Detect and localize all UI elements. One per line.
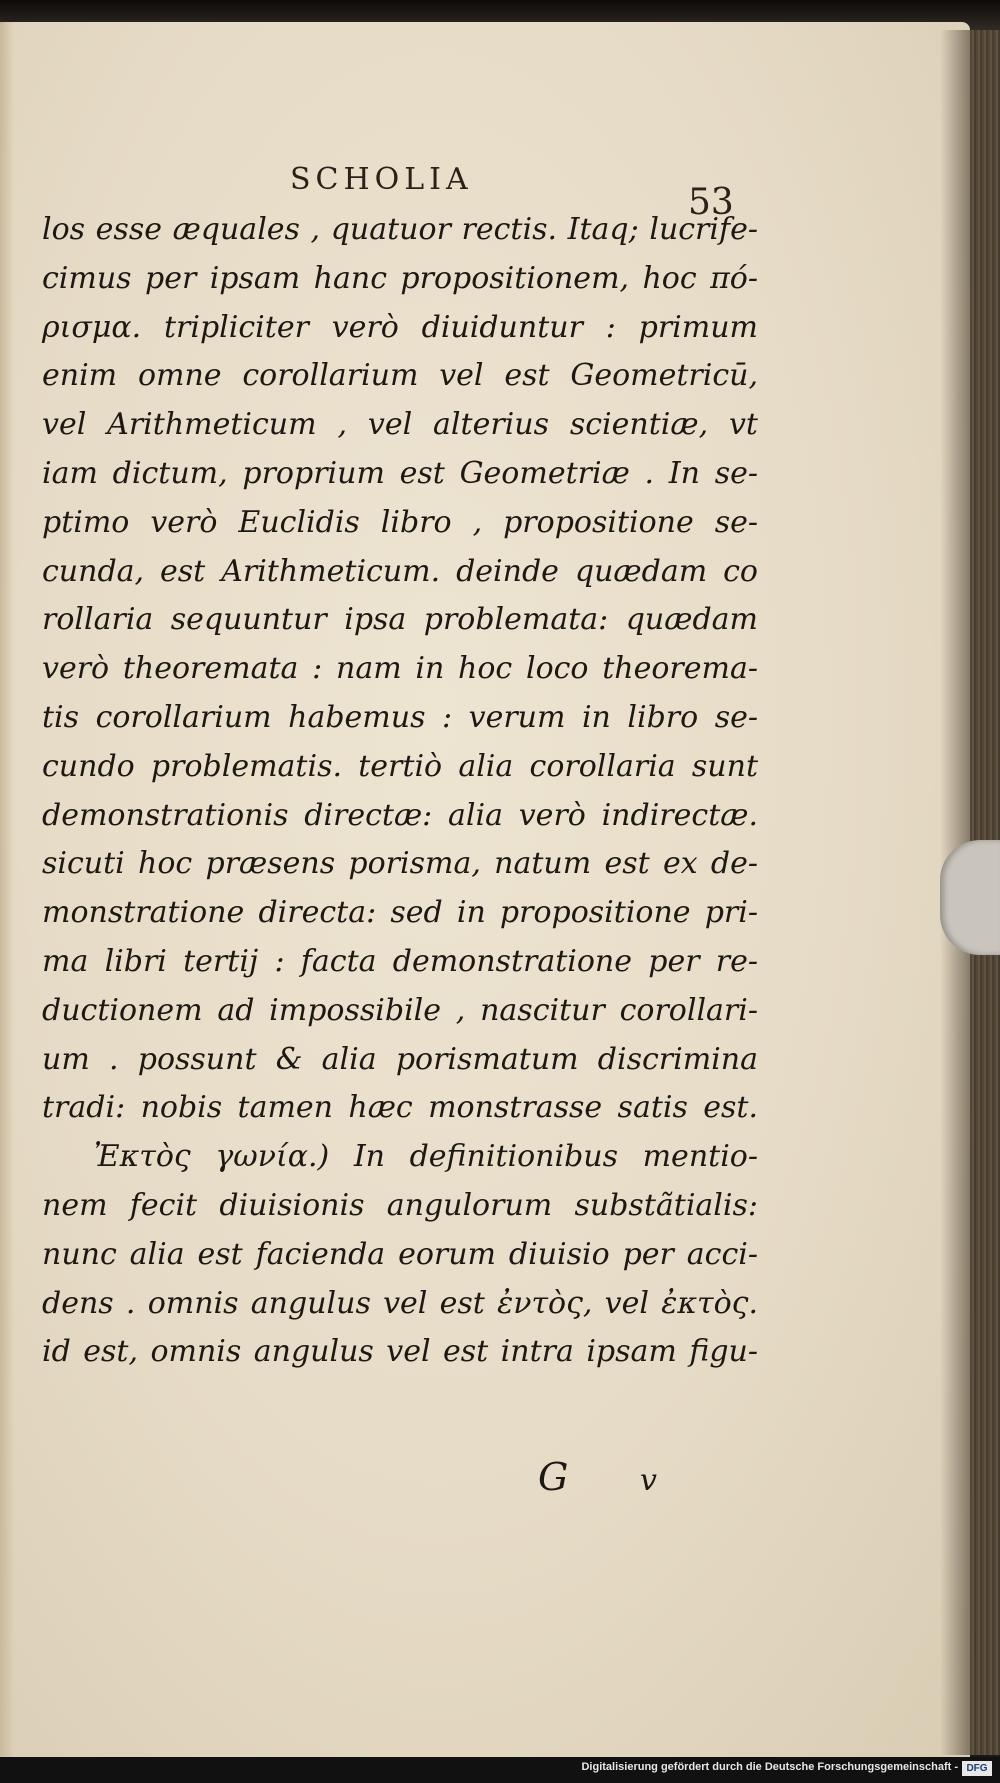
text-line: id est, omnis angulus vel est intra ipsam figu- (42, 1334, 758, 1370)
page-number: 53 (688, 182, 734, 223)
text-line: vel Arithmeticum , vel alterius scientiæ, vt (42, 407, 758, 443)
page-gutter-edge (0, 22, 14, 1757)
text-line: sicuti hoc præsens porisma, natum est ex de- (42, 846, 758, 882)
text-line: demonstrationis directæ: alia verò indirectæ. (42, 797, 758, 833)
text-line: tis corollarium habemus : verum in libro se- (42, 699, 758, 735)
text-line-lemma: Ἐκτὸς γωνία.) In definitionibus mentio- (94, 1139, 758, 1175)
text-line: ductionem ad impossibile , nascitur corollari- (42, 992, 758, 1028)
text-line: dens . omnis angulus vel est ἐντὸς, vel ἐκτὸς. (42, 1285, 758, 1321)
text-line: verò theoremata : nam in hoc loco theorema- (42, 651, 758, 687)
catchword: v (640, 1463, 657, 1498)
bookmark-tab (940, 840, 1000, 955)
text-line: monstratione directa: sed in propositione pri- (42, 895, 758, 931)
text-line: enim omne corollarium vel est Geometricū, (42, 358, 758, 394)
text-line: ρισμα. tripliciter verò diuiduntur : primum (42, 309, 758, 345)
text-line: cundo problematis. tertiò alia corollaria sunt (42, 748, 758, 784)
text-line: cunda, est Arithmeticum. deinde quædam co (42, 553, 758, 589)
body-text (42, 206, 758, 1377)
signature-mark: G (538, 1455, 569, 1499)
dfg-logo: DFG (962, 1761, 992, 1776)
text-line: rollaria sequuntur ipsa problemata: quædam (42, 602, 758, 638)
funding-note: Digitalisierung gefördert durch die Deutsche Forschungsgemeinschaft - (581, 1761, 958, 1773)
text-line: tradi: nobis tamen hæc monstrasse satis est. (42, 1090, 758, 1126)
text-line: los esse æquales , quatuor rectis. Itaq; lucrife- (42, 212, 758, 247)
text-line: nunc alia est facienda eorum diuisio per acci- (42, 1236, 758, 1272)
text-line: iam dictum, proprium est Geometriæ . In se- (42, 455, 758, 491)
text-line: cimus per ipsam hanc propositionem, hoc πό- (42, 260, 758, 296)
text-line: nem fecit diuisionis angulorum substãtialis: (42, 1187, 758, 1223)
running-head-title: SCHOLIA (290, 162, 473, 197)
text-line: ma libri tertij : facta demonstratione per re- (42, 943, 758, 979)
text-line: ptimo verò Euclidis libro , propositione se- (42, 504, 758, 540)
text-line: um . possunt & alia porismatum discrimina (42, 1041, 758, 1077)
